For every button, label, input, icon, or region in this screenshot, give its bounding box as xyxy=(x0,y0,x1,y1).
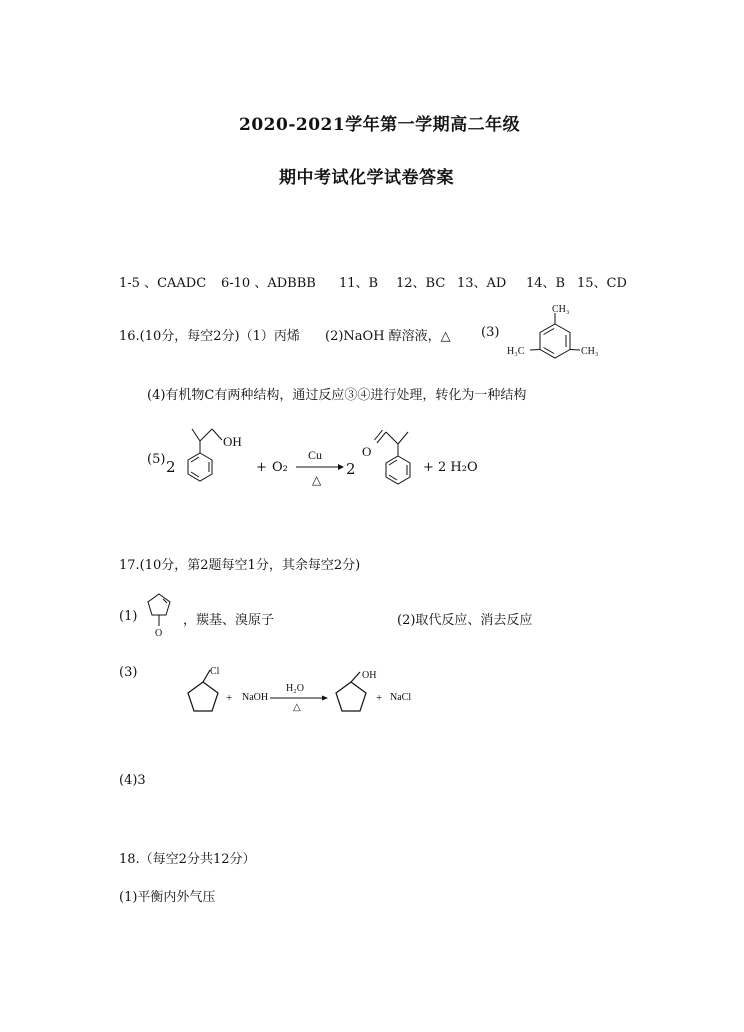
page-title-line1: 2020-2021学年第一学期高二年级 xyxy=(239,115,521,135)
q17-part2: (2)取代反应、消去反应 xyxy=(397,613,533,628)
answer-15: 15、CD xyxy=(577,276,627,291)
hydroxyl-group: OH xyxy=(362,670,377,681)
q17-part1-label: (1) xyxy=(119,609,138,624)
answer-12: 12、BC xyxy=(396,276,446,291)
phenylpropanol-structure xyxy=(178,418,258,498)
oxygen-molecule: O₂ xyxy=(272,460,288,475)
plus-sign-1: + xyxy=(226,692,233,704)
sodium-chloride: NaCl xyxy=(390,692,412,703)
q16-part5-label: (5) xyxy=(147,452,166,467)
plus-sign-2: + xyxy=(376,692,383,704)
q18-header: 18.（每空2分共12分） xyxy=(119,852,256,867)
water-reagent: H₂O xyxy=(286,683,304,694)
phenylpropanal-structure xyxy=(358,418,428,498)
catalyst-label: Cu xyxy=(308,448,323,462)
q16-part5-coef2: 2 xyxy=(346,460,356,478)
plus-sign: + xyxy=(256,460,267,475)
q16-header: 16.(10分，每空2分)（1）丙烯 xyxy=(119,329,300,344)
q17-part3-label: (3) xyxy=(119,665,138,680)
sodium-hydroxide: NaOH xyxy=(242,692,269,703)
mesitylene-structure xyxy=(500,300,610,365)
aldehyde-oxygen: O xyxy=(362,444,372,459)
chlorine-atom: Cl xyxy=(210,666,220,677)
answers-1-5: 1-5 、CAADC xyxy=(119,276,207,291)
q17-part1-answer: ，羰基、溴原子 xyxy=(183,613,275,628)
reaction-arrow-cu xyxy=(294,448,344,492)
oh-group: OH xyxy=(223,434,242,449)
water-product: + 2 H₂O xyxy=(423,460,478,475)
cyclopentenone-structure xyxy=(140,588,180,643)
q18-part1: (1)平衡内外气压 xyxy=(119,890,216,905)
q16-part4: (4)有机物C有两种结构，通过反应③④进行处理，转化为一种结构 xyxy=(147,388,527,403)
heat-symbol-2: △ xyxy=(293,702,301,713)
mesitylene-right-methyl: CH₃ xyxy=(581,346,599,357)
q17-header: 17.(10分，第2题每空1分，其余每空2分) xyxy=(119,558,361,573)
answer-14: 14、B xyxy=(526,276,566,291)
heat-symbol: △ xyxy=(312,473,322,487)
mesitylene-left-methyl: H₃C xyxy=(507,346,525,357)
page-title-line2: 期中考试化学试卷答案 xyxy=(279,168,454,188)
answer-13: 13、AD xyxy=(457,276,507,291)
answer-11: 11、B xyxy=(339,276,379,291)
answers-6-10: 6-10 、ADBBB xyxy=(221,276,316,291)
mesitylene-top-methyl: CH₃ xyxy=(552,304,570,315)
ketone-oxygen: O xyxy=(155,628,163,639)
q16-part3-label: (3) xyxy=(481,325,500,340)
chlorocyclopentane-reaction xyxy=(176,660,426,725)
q16-part5-coef1: 2 xyxy=(166,458,176,476)
q16-part2: (2)NaOH 醇溶液，△ xyxy=(325,329,451,344)
q17-part4: (4)3 xyxy=(119,773,146,788)
